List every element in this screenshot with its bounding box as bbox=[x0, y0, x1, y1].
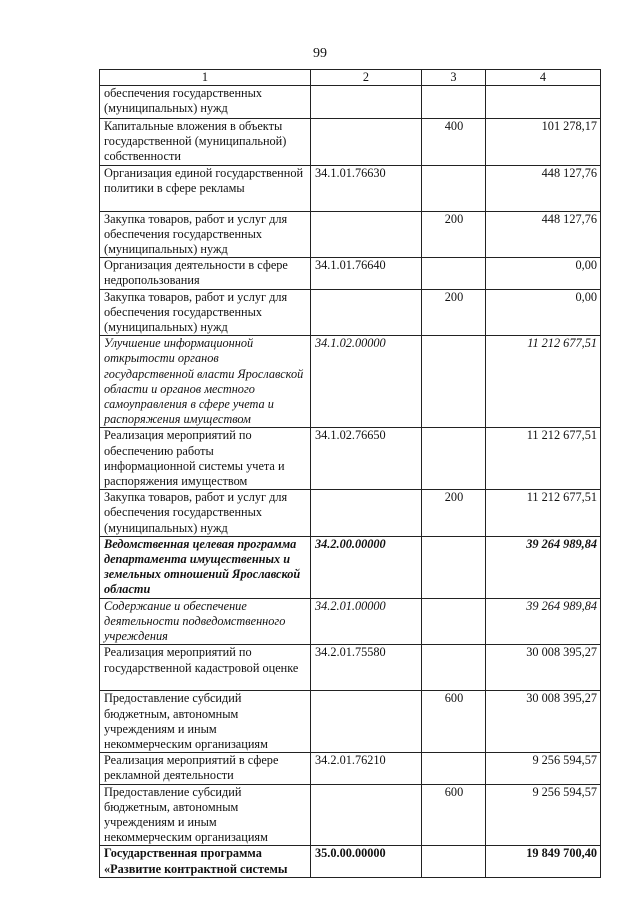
row-type-cell bbox=[422, 598, 486, 645]
table-row bbox=[100, 428, 601, 490]
table-row bbox=[100, 490, 601, 537]
row-type-cell: 200 bbox=[422, 289, 486, 336]
row-name-cell: Реализация мероприятий по обеспечению работы информационной системы учета и распоряжения имуществом bbox=[100, 428, 311, 490]
row-name-cell: Закупка товаров, работ и услуг для обеспечения государственных (муниципальных) нужд bbox=[100, 289, 311, 336]
budget-table bbox=[99, 69, 601, 878]
row-code-cell bbox=[311, 289, 422, 336]
row-name-cell: Предоставление субсидий бюджетным, автономным учреждениям и иным некоммерческим организациям bbox=[100, 784, 311, 846]
row-amount-cell: 0,00 bbox=[486, 289, 601, 336]
row-code-cell: 34.2.01.76210 bbox=[311, 753, 422, 784]
table-row bbox=[100, 336, 601, 428]
row-type-cell bbox=[422, 86, 486, 119]
row-name-cell: Реализация мероприятий в сфере рекламной деятельности bbox=[100, 753, 311, 784]
row-code-cell: 34.2.01.00000 bbox=[311, 598, 422, 645]
row-type-cell bbox=[422, 336, 486, 428]
row-name-cell: Улучшение информационной открытости органов государственной власти Ярославской области и органов местного самоуправления в сфере учета и распоряжения имуществом bbox=[100, 336, 311, 428]
row-name-cell: Капитальные вложения в объекты государственной (муниципальной) собственности bbox=[100, 119, 311, 166]
table-row bbox=[100, 846, 601, 877]
row-amount-cell: 30 008 395,27 bbox=[486, 691, 601, 753]
row-code-cell bbox=[311, 211, 422, 258]
page-number: 99 bbox=[313, 46, 327, 61]
row-amount-cell: 101 278,17 bbox=[486, 119, 601, 166]
table-row bbox=[100, 536, 601, 598]
row-name-cell: Содержание и обеспечение деятельности подведомственного учреждения bbox=[100, 598, 311, 645]
row-type-cell bbox=[422, 753, 486, 784]
row-name-cell: Предоставление субсидий бюджетным, автономным учреждениям и иным некоммерческим организациям bbox=[100, 691, 311, 753]
row-amount-cell: 39 264 989,84 bbox=[486, 536, 601, 598]
header-row bbox=[100, 70, 601, 86]
row-code-cell bbox=[311, 86, 422, 119]
row-type-cell: 600 bbox=[422, 691, 486, 753]
row-type-cell: 400 bbox=[422, 119, 486, 166]
row-name-cell: Закупка товаров, работ и услуг для обеспечения государственных (муниципальных) нужд bbox=[100, 211, 311, 258]
row-amount-cell: 448 127,76 bbox=[486, 211, 601, 258]
row-name-cell: Организация единой государственной политики в сфере рекламы bbox=[100, 165, 311, 211]
row-name-cell: Реализация мероприятий по государственной кадастровой оценке bbox=[100, 645, 311, 691]
header-cell-1: 1 bbox=[100, 70, 311, 86]
table-row bbox=[100, 119, 601, 166]
table-row bbox=[100, 258, 601, 289]
row-type-cell bbox=[422, 645, 486, 691]
header-cell-4: 4 bbox=[486, 70, 601, 86]
row-name-cell: Закупка товаров, работ и услуг для обеспечения государственных (муниципальных) нужд bbox=[100, 490, 311, 537]
row-name-cell: Ведомственная целевая программа департамента имущественных и земельных отношений Ярославской области bbox=[100, 536, 311, 598]
row-amount-cell: 448 127,76 bbox=[486, 165, 601, 211]
table-row bbox=[100, 598, 601, 645]
row-amount-cell: 11 212 677,51 bbox=[486, 428, 601, 490]
row-amount-cell: 30 008 395,27 bbox=[486, 645, 601, 691]
table-row bbox=[100, 165, 601, 211]
table-row bbox=[100, 691, 601, 753]
row-type-cell bbox=[422, 165, 486, 211]
row-type-cell: 200 bbox=[422, 490, 486, 537]
header-cell-3: 3 bbox=[422, 70, 486, 86]
row-type-cell: 600 bbox=[422, 784, 486, 846]
row-code-cell: 34.1.02.00000 bbox=[311, 336, 422, 428]
table-row bbox=[100, 753, 601, 784]
row-code-cell bbox=[311, 490, 422, 537]
row-code-cell bbox=[311, 784, 422, 846]
table-row bbox=[100, 289, 601, 336]
row-code-cell: 34.2.01.75580 bbox=[311, 645, 422, 691]
row-amount-cell: 9 256 594,57 bbox=[486, 753, 601, 784]
row-type-cell bbox=[422, 258, 486, 289]
row-code-cell: 34.1.01.76640 bbox=[311, 258, 422, 289]
row-name-cell: Государственная программа «Развитие контрактной системы bbox=[100, 846, 311, 877]
row-name-cell: обеспечения государственных (муниципальных) нужд bbox=[100, 86, 311, 119]
header-cell-2: 2 bbox=[311, 70, 422, 86]
row-amount-cell: 11 212 677,51 bbox=[486, 336, 601, 428]
table-row bbox=[100, 211, 601, 258]
row-type-cell bbox=[422, 428, 486, 490]
row-code-cell: 34.1.01.76630 bbox=[311, 165, 422, 211]
row-code-cell: 34.2.00.00000 bbox=[311, 536, 422, 598]
row-amount-cell: 39 264 989,84 bbox=[486, 598, 601, 645]
row-code-cell bbox=[311, 119, 422, 166]
row-code-cell bbox=[311, 691, 422, 753]
row-name-cell: Организация деятельности в сфере недропользования bbox=[100, 258, 311, 289]
table-row bbox=[100, 86, 601, 119]
row-amount-cell: 11 212 677,51 bbox=[486, 490, 601, 537]
row-code-cell: 34.1.02.76650 bbox=[311, 428, 422, 490]
row-amount-cell: 19 849 700,40 bbox=[486, 846, 601, 877]
row-code-cell: 35.0.00.00000 bbox=[311, 846, 422, 877]
row-type-cell bbox=[422, 536, 486, 598]
row-amount-cell: 0,00 bbox=[486, 258, 601, 289]
row-amount-cell: 9 256 594,57 bbox=[486, 784, 601, 846]
row-type-cell: 200 bbox=[422, 211, 486, 258]
table-row bbox=[100, 645, 601, 691]
row-type-cell bbox=[422, 846, 486, 877]
table-row bbox=[100, 784, 601, 846]
row-amount-cell bbox=[486, 86, 601, 119]
